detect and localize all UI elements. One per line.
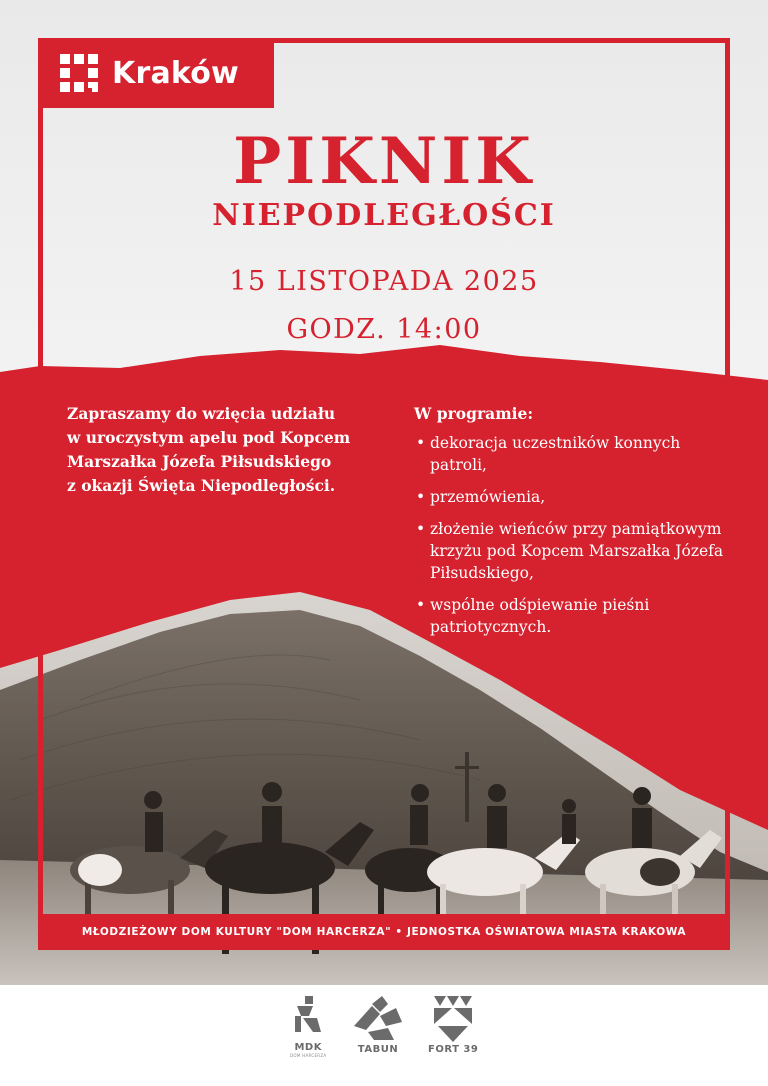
partner-logos [0, 990, 768, 1086]
program-item: • dekoracja uczestników konnych patroli, [414, 432, 734, 476]
intro-line: Zapraszamy do wzięcia udziału [67, 404, 336, 423]
partner-name: MDK [294, 1042, 322, 1053]
intro-line: z okazji Święta Niepodległości. [67, 476, 336, 495]
event-date: 15 LISTOPADA 2025 [229, 266, 539, 297]
mdk-logo-icon [291, 996, 325, 1040]
fort39-logo-icon [434, 996, 472, 1042]
intro-line: w uroczystym apelu pod Kopcem [67, 428, 351, 447]
event-title: PIKNIK [233, 124, 535, 199]
footer-text: MŁODZIEŻOWY DOM KULTURY "DOM HARCERZA" • JEDNOSTKA OŚWIATOWA MIASTA KRAKOWA [81, 926, 687, 938]
partner-name: FORT 39 [428, 1044, 479, 1055]
program-heading: W programie: [414, 404, 534, 423]
logo-text: Kraków [112, 55, 239, 91]
event-time: GODZ. 14:00 [286, 314, 482, 345]
partner-sub: DOM HARCERZA [290, 1053, 327, 1058]
program-item: • przemówienia, [414, 486, 734, 508]
intro-line: Marszałka Józefa Piłsudskiego [67, 452, 332, 471]
program-list [414, 432, 734, 638]
program-item: • złożenie wieńców przy pamiątkowym krzyżu pod Kopcem Marszałka Józefa Piłsudskiego, [414, 518, 734, 584]
partner-fort39 [428, 996, 478, 1055]
partner-mdk [290, 996, 326, 1058]
tabun-logo-icon [352, 996, 404, 1042]
program-item: • wspólne odśpiewanie pieśni patriotycznych. [414, 594, 734, 638]
partner-tabun [352, 996, 404, 1055]
event-subtitle: NIEPODLEGŁOŚCI [212, 198, 556, 233]
partner-name: TABUN [357, 1044, 399, 1055]
footer-bar [38, 914, 730, 950]
program-section [414, 402, 734, 648]
krakow-logo-icon [60, 54, 98, 92]
krakow-logo [38, 38, 274, 108]
intro-text [67, 402, 387, 498]
